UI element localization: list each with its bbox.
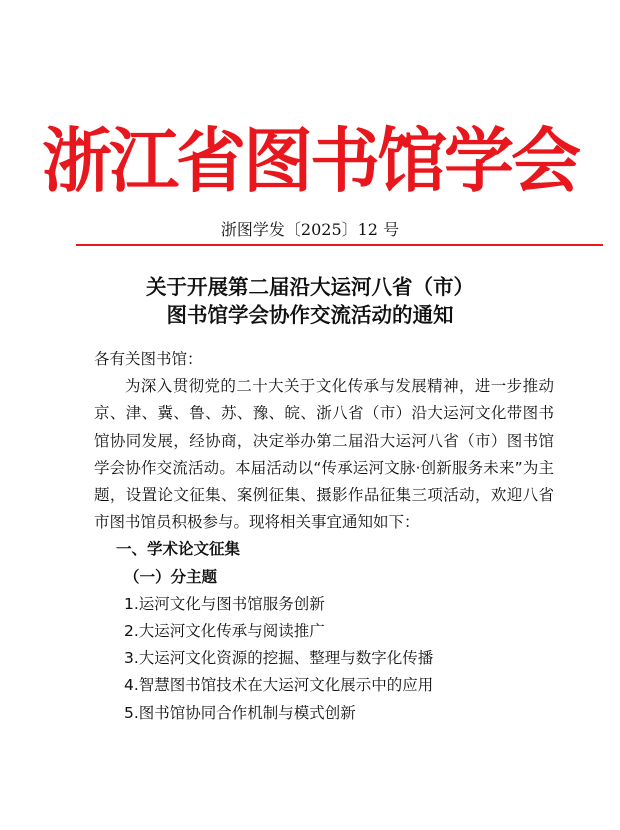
list-item: 2.大运河文化传承与阅读推广 <box>124 622 325 641</box>
organization-header: 浙江省图书馆学会 <box>42 119 578 202</box>
document-title-line-2: 图书馆学会协作交流活动的通知 <box>166 303 454 327</box>
document-title-line-1: 关于开展第二届沿大运河八省（市） <box>146 275 474 299</box>
document-body <box>94 346 554 727</box>
intro-paragraph: 为深入贯彻党的二十大关于文化传承与发展精神，进一步推动京、津、冀、鲁、苏、豫、皖、浙八省（市）沿大运河文化带图书馆协同发展，经协商，决定举办第二届沿大运河八省（市）图书馆学会协作交流活动。本届活动以“传承运河文脉·创新服务未来”为主题，设置论文征集、案例征集、摄影作品征集三项活动，欢迎八省市图书馆员积极参与。现将相关事宜通知如下： <box>94 377 554 532</box>
list-item: 3.大运河文化资源的挖掘、整理与数字化传播 <box>124 649 434 668</box>
salutation: 各有关图书馆： <box>94 350 203 368</box>
red-divider-line <box>76 244 603 246</box>
list-item: 5.图书馆协同合作机制与模式创新 <box>124 703 356 722</box>
list-item: 1.运河文化与图书馆服务创新 <box>124 594 325 613</box>
section-heading: 一、学术论文征集 <box>116 540 241 559</box>
document-number: 浙图学发〔2025〕12 号 <box>220 220 400 239</box>
list-item: 4.智慧图书馆技术在大运河文化展示中的应用 <box>124 676 434 695</box>
subsection-heading: （一）分主题 <box>124 567 218 586</box>
